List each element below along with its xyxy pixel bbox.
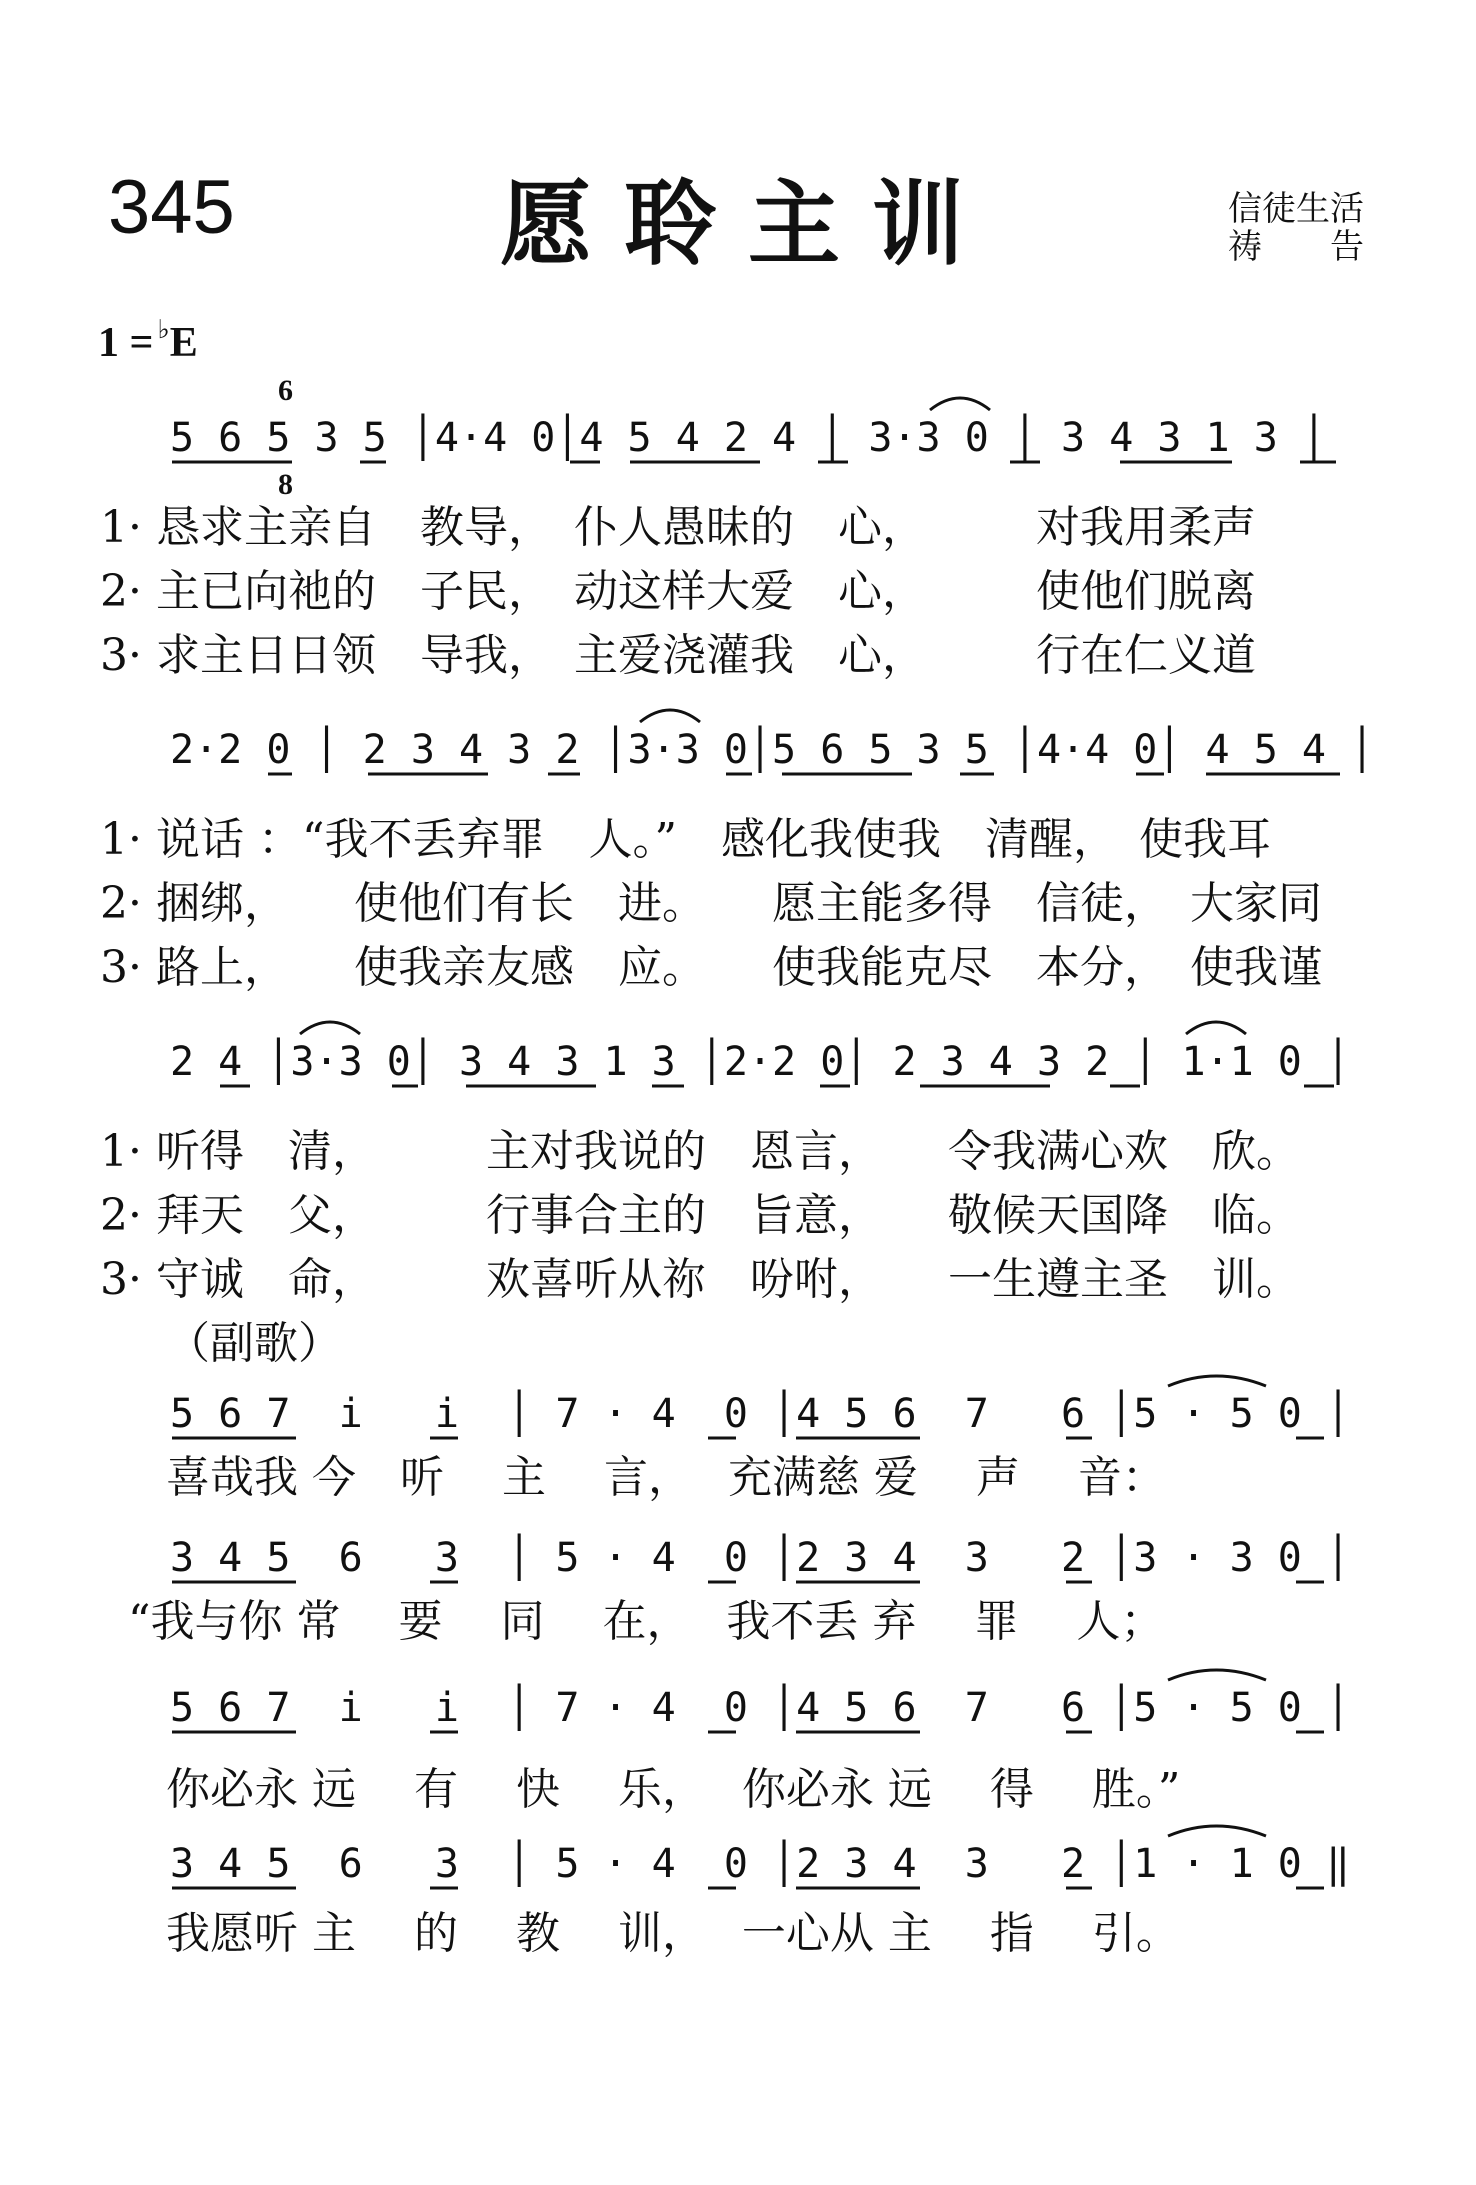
lyric-line: 2· 主已向祂的 子民， 动这样大爱 心， 使他们脱离 (100, 566, 1256, 617)
notation-line: 2 4 │3·3 0│ 3 4 3 1 3 │2·2 0│ 2 3 4 3 2 │ 1·1 0 │ (170, 1039, 1351, 1085)
lyric-line: 3· 路上， 使我亲友感 应。 使我能克尽 本分， 使我谨 (100, 942, 1322, 993)
chorus-lyric-line: 我愿听 主 的 教 训， 一心从 主 指 引。 (166, 1908, 1180, 1959)
flat-symbol: ♭ (157, 315, 170, 344)
key-prefix: 1 = (98, 320, 154, 366)
chorus-lyric-line: “我与你 常 要 同 在， 我不丢 弃 罪 人； (128, 1596, 1165, 1647)
lyric-line: 2· 捆绑， 使他们有长 进。 愿主能多得 信徒， 大家同 (100, 878, 1322, 929)
chorus-notation-line: 5 6 7 i i │ 7 · 4 0 │4 5 6 7 6 │5 · 5 0 │ (170, 1685, 1351, 1731)
chorus-label: （副歌） (166, 1318, 342, 1369)
category-label: 信徒生活 (1228, 189, 1364, 229)
lyric-line: 1· 说话 ：“我不丢弃罪 人。” 感化我使我 清醒， 使我耳 (100, 814, 1271, 865)
lyric-line: 1· 听得 清， 主对我说的 恩言， 令我满心欢 欣。 (100, 1126, 1300, 1177)
lyric-line: 1· 恳求主亲自 教导， 仆人愚昧的 心， 对我用柔声 (100, 502, 1256, 553)
chorus-notation-line: 3 4 5 6 3 │ 5 · 4 0 │2 3 4 3 2 │1 · 1 0 ‖ (170, 1841, 1351, 1887)
chorus-notation-line: 3 4 5 6 3 │ 5 · 4 0 │2 3 4 3 2 │3 · 3 0 │ (170, 1535, 1351, 1581)
chorus-lyric-line: 你必永 远 有 快 乐， 你必永 远 得 胜。” (166, 1764, 1181, 1815)
chorus-notation-line: 5 6 7 i i │ 7 · 4 0 │4 5 6 7 6 │5 · 5 0 │ (170, 1391, 1351, 1437)
time-sig-top: 6 (278, 374, 293, 407)
slur (930, 398, 990, 410)
slur (1168, 1826, 1266, 1836)
slur (1168, 1670, 1266, 1680)
hymn-title: 愿聆主训 (500, 170, 997, 278)
key-note: E (169, 320, 198, 366)
hymn-number: 345 (108, 165, 235, 250)
notation-line: 2·2 0 │ 2 3 4 3 2 │3·3 0│5 6 5 3 5 │4·4 0│ 4 5 4 │ (170, 727, 1375, 773)
slur (300, 1022, 360, 1034)
subcategory-label: 祷 告 (1228, 227, 1364, 267)
lyric-line: 2· 拜天 父， 行事合主的 旨意， 敬候天国降 临。 (100, 1190, 1300, 1241)
notation-line: 5 6 5 3 5 │4·4 0│4 5 4 2 4 │ 3·3 0 │ 3 4 3 1 3 │ (170, 415, 1326, 461)
slur (640, 710, 700, 722)
lyric-line: 3· 守诚 命， 欢喜听从祢 吩咐， 一生遵主圣 训。 (100, 1254, 1300, 1305)
slur (1186, 1022, 1246, 1034)
lyric-line: 3· 求主日日领 导我， 主爱浇灌我 心， 行在仁义道 (100, 630, 1256, 681)
chorus-lyric-line: 喜哉我 今 听 主 言， 充满慈 爱 声 音： (166, 1452, 1166, 1503)
slur (1168, 1376, 1266, 1386)
time-sig-bottom: 8 (278, 468, 293, 501)
